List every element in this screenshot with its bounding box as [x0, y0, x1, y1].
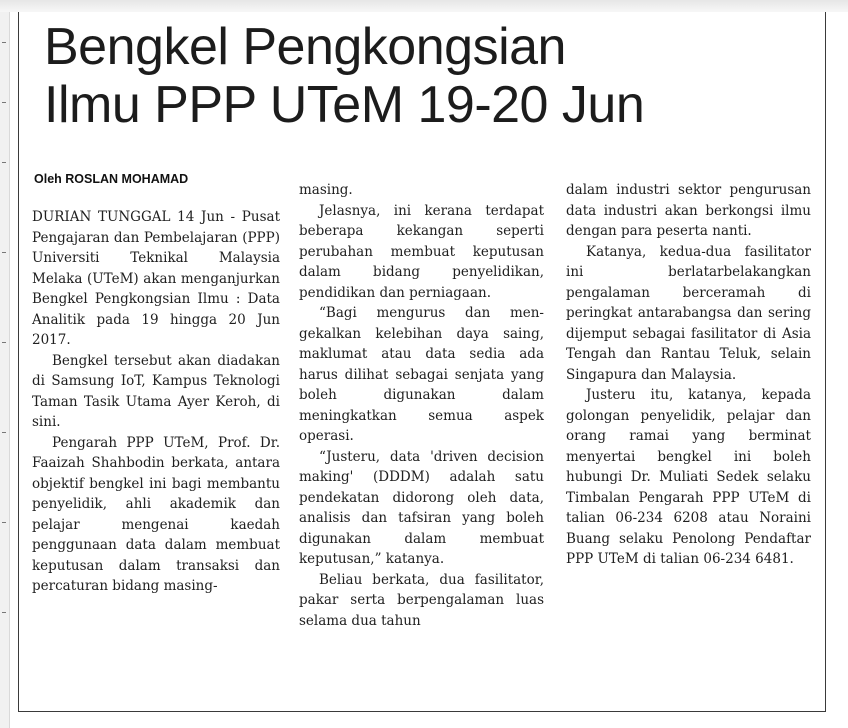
paragraph: masing. — [299, 182, 353, 198]
paragraph: Beliau berkata, dua fasilitator, pakar serta berpengalaman luas selama dua tahun — [299, 571, 544, 629]
headline — [44, 18, 834, 134]
headline-line-1: Bengkel Pengkongsian — [44, 18, 566, 76]
article-column-2 — [299, 180, 544, 631]
paragraph: Bengkel tersebut akan diadakan di Samsung IoT, Kampus Teknologi Taman Tasik Utama Ayer Keroh, di sini. — [32, 352, 280, 430]
byline-author: ROSLAN MOHAMAD — [65, 172, 189, 186]
paragraph: Jelasnya, ini kerana terdapat beberapa kekangan seperti perubahan membuat keputusan dalam bidang penyelidikan, pendidikan dan perniagaan. — [299, 202, 544, 301]
article-column-1 — [32, 207, 280, 597]
paragraph: Justeru itu, katanya, kepada golongan penyelidik, pelajar dan orang ramai yang berminat menyertai bengkel ini boleh hubungi Dr. Muliati Sedek selaku Timbalan Pengarah PPP UTeM di talian 06-234 6208 atau Noraini Buang selaku Penolong Pendaftar PPP UTeM di talian 06-234 6481. — [566, 387, 811, 567]
scan-top-strip — [0, 0, 848, 12]
paragraph: Pengarah PPP UTeM, Prof. Dr. Faaizah Shahbodin berkata, antara objektif bengkel ini bagi membantu penyelidik, ahli akademik dan pelajar mengenai kaedah penggunaan data dalam membuat keputusan dalam transaksi dan percaturan bidang masing- — [32, 434, 280, 594]
headline-line-2: Ilmu PPP UTeM 19-20 Jun — [44, 76, 645, 134]
paragraph: Katanya, kedua-dua fasilitator ini berlatarbelakangkan pengalaman berceramah di peringkat antarabangsa dan sering dijemput sebagai fasilitator di Asia Tengah dan Rantau Teluk, selain Singapura dan Malaysia. — [566, 243, 811, 383]
paragraph: DURIAN TUNGGAL 14 Jun - Pusat Pengajaran dan Pembelajaran (PPP) Universiti Teknikal Malaysia Melaka (UTeM) akan menganjurkan Bengkel Pengkongsian Ilmu : Data Analitik pada 19 hingga 20 Jun 2017. — [32, 209, 280, 348]
byline — [34, 172, 188, 186]
article-column-3 — [566, 180, 811, 570]
paragraph: “Justeru, data 'driven decision making' (DDDM) adalah satu pendekatan didorong oleh data, analisis dan tafsiran yang boleh digunakan dalam membuat keputusan,” katanya. — [299, 448, 544, 567]
scan-left-edge — [0, 12, 10, 728]
paragraph: “Bagi mengurus dan men-gekalkan kelebihan daya saing, maklumat atau data sedia ada harus dilihat sebagai senjata yang boleh digunakan dalam meningkatkan semua aspek operasi. — [299, 305, 544, 444]
byline-prefix: Oleh — [34, 172, 62, 186]
paragraph: dalam industri sektor pengurusan data industri akan berkongsi ilmu dengan para peserta nanti. — [566, 182, 811, 239]
